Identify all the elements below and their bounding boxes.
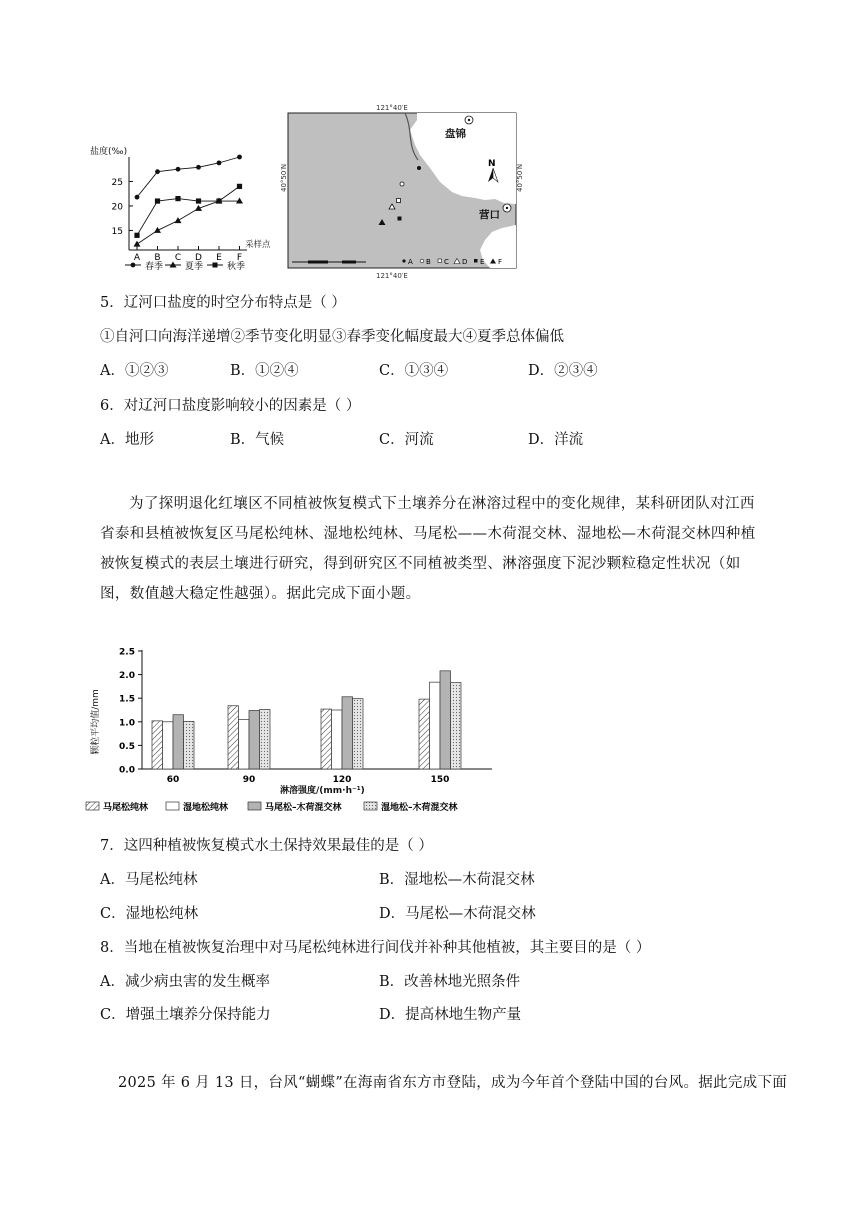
map-lon-top: 121°40′E — [376, 104, 408, 112]
bar-60-series-2 — [173, 715, 184, 769]
bar-ytick-label: 2.5 — [119, 647, 135, 658]
salinity-point — [196, 165, 201, 170]
salinity-point — [135, 195, 140, 200]
sample-point-c — [397, 199, 401, 203]
salinity-point — [217, 160, 222, 165]
salinity-xlabel: 采样点 — [245, 240, 271, 250]
salinity-point — [176, 167, 181, 172]
legend-slash-schima: 湿地松–木荷混交林 — [381, 803, 458, 813]
bar-xtick-label: 120 — [332, 775, 352, 785]
salinity-point — [154, 227, 161, 233]
svg-text:F: F — [498, 258, 503, 266]
salinity-line-1 — [137, 201, 240, 244]
bar-xtick-label: 90 — [242, 775, 256, 785]
salinity-ylabel: 盐度(‰) — [90, 147, 128, 157]
bar-150-series-0 — [419, 699, 430, 769]
salinity-point — [237, 155, 242, 160]
q6-stem: 6．对辽河口盐度影响较小的因素是（ ） — [100, 398, 361, 414]
city-panjin: 盘锦 — [445, 128, 466, 140]
passage-typhoon: 2025 年 6 月 13 日，台风“蝴蝶”在海南省东方市登陆，成为今年首个登陆中国的台风。据此完成下面 — [118, 1075, 788, 1091]
q7-option-d[interactable]: D．马尾松—木荷混交林 — [379, 906, 536, 922]
salinity-point — [175, 217, 182, 223]
map-lat-left: 40°50′N — [280, 163, 288, 192]
bar-60-series-0 — [152, 721, 163, 769]
q5-statements: ①自河口向海洋递增②季节变化明显③春季变化幅度最大④夏季总体偏低 — [100, 329, 564, 345]
particle-bar-chart — [80, 642, 500, 822]
bar-xtick-label: 150 — [430, 775, 450, 785]
q5-option-d[interactable]: D．②③④ — [528, 363, 598, 379]
salinity-ytick-label: 20 — [111, 202, 123, 213]
bar-90-series-2 — [249, 710, 260, 769]
salinity-point — [216, 198, 221, 203]
bar-120-series-0 — [321, 709, 332, 769]
bar-legend — [86, 801, 459, 813]
bar-ytick-label: 2.0 — [119, 671, 135, 682]
salinity-ytick-label: 25 — [111, 177, 123, 188]
bar-90-series-3 — [260, 710, 271, 769]
bar-xtick-label: 60 — [166, 775, 180, 785]
bar-60-series-1 — [163, 722, 174, 769]
salinity-point — [155, 169, 160, 174]
salinity-line-2 — [137, 186, 240, 235]
svg-text:C: C — [444, 258, 449, 266]
q5-option-c[interactable]: C．①③④ — [379, 363, 449, 379]
q8-option-d[interactable]: D．提高林地生物产量 — [379, 1007, 522, 1023]
salinity-point — [155, 198, 160, 203]
salinity-point — [134, 233, 139, 238]
bar-60-series-3 — [184, 721, 195, 769]
salinity-line-0 — [137, 157, 240, 197]
q6-option-d[interactable]: D．洋流 — [528, 432, 584, 448]
bar-90-series-1 — [239, 719, 250, 769]
q8-stem: 8．当地在植被恢复治理中对马尾松纯林进行间伐并补种其他植被，其主要目的是（ ） — [100, 940, 651, 956]
salinity-point — [236, 198, 243, 204]
svg-text:D: D — [462, 258, 468, 266]
bar-ytick-label: 0.0 — [119, 765, 135, 776]
salinity-xtick-label: C — [174, 253, 182, 263]
q6-option-a[interactable]: A．地形 — [100, 432, 154, 448]
bar-ylabel: 颗粒平均值/mm — [91, 689, 101, 755]
sample-point-b — [400, 182, 404, 186]
q6-option-b[interactable]: B．气候 — [230, 432, 285, 448]
salinity-xtick-label: E — [216, 253, 222, 263]
bar-120-series-2 — [342, 697, 353, 769]
legend-slash-pine: 湿地松纯林 — [183, 803, 229, 813]
salinity-ytick-label: 15 — [111, 226, 123, 237]
city-yingkou: 营口 — [479, 209, 500, 221]
q7-stem: 7．这四种植被恢复模式水土保持效果最佳的是（ ） — [100, 838, 433, 854]
q5-option-a[interactable]: A．①②③ — [100, 363, 169, 379]
salinity-point — [237, 184, 242, 189]
q7-option-c[interactable]: C．湿地松纯林 — [100, 906, 199, 922]
svg-text:B: B — [426, 258, 431, 266]
svg-text:N: N — [488, 159, 496, 169]
salinity-point — [134, 241, 141, 247]
q5-stem: 5．辽河口盐度的时空分布特点是（ ） — [100, 295, 346, 311]
salinity-point — [175, 196, 180, 201]
salinity-legend — [125, 260, 245, 272]
bar-120-series-1 — [332, 710, 343, 769]
bar-ytick-label: 1.5 — [119, 694, 135, 705]
bar-150-series-3 — [451, 683, 462, 769]
bar-xlabel: 淋溶强度/(mm·h⁻¹) — [280, 786, 365, 796]
passage-vegetation: 为了探明退化红壤区不同植被恢复模式下土壤养分在淋溶过程中的变化规律，某科研团队对江西省泰和县植被恢复区马尾松纯林、湿地松纯林、马尾松——木荷混交林、湿地松—木荷混交林四种植被恢复模式的表层土壤进行研究，得到研究区不同植被类型、淋溶强度下泥沙颗粒稳定性状况（如图，数值越大稳定性越强）。据此完成下面小题。 — [100, 496, 756, 602]
legend-summer: 夏季 — [185, 262, 204, 272]
q7-option-b[interactable]: B．湿地松—木荷混交林 — [379, 872, 535, 888]
q8-option-b[interactable]: B．改善林地光照条件 — [379, 974, 521, 990]
bar-ytick-label: 1.0 — [119, 718, 135, 729]
q8-option-c[interactable]: C．增强土壤养分保持能力 — [100, 1007, 271, 1023]
sample-point-e — [398, 217, 402, 221]
bar-90-series-0 — [228, 706, 239, 769]
q5-option-b[interactable]: B．①②④ — [230, 363, 299, 379]
q8-option-a[interactable]: A．减少病虫害的发生概率 — [100, 974, 270, 990]
salinity-chart — [85, 140, 271, 275]
map-lon-bottom: 121°40′E — [376, 272, 408, 280]
bar-ytick-label: 0.5 — [119, 741, 135, 752]
q6-option-c[interactable]: C．河流 — [379, 432, 434, 448]
salinity-xtick-label: A — [133, 253, 141, 263]
svg-text:A: A — [408, 258, 413, 266]
legend-autumn: 秋季 — [227, 262, 246, 272]
legend-masson-pine: 马尾松纯林 — [103, 803, 149, 813]
legend-masson-schima: 马尾松–木荷混交林 — [265, 803, 342, 813]
salinity-point — [196, 198, 201, 203]
salinity-xtick-label: B — [154, 253, 161, 263]
salinity-xtick-label: F — [236, 253, 243, 263]
map-lat-right: 40°50′N — [516, 163, 524, 192]
sample-point-a — [417, 166, 421, 170]
liaohe-estuary-map — [280, 100, 525, 280]
bar-150-series-2 — [440, 671, 451, 769]
svg-text:E: E — [480, 258, 485, 266]
bar-150-series-1 — [430, 682, 441, 769]
salinity-xtick-label: D — [195, 253, 202, 263]
q7-option-a[interactable]: A．马尾松纯林 — [100, 872, 198, 888]
legend-spring: 春季 — [145, 262, 164, 272]
bar-120-series-3 — [353, 699, 364, 769]
